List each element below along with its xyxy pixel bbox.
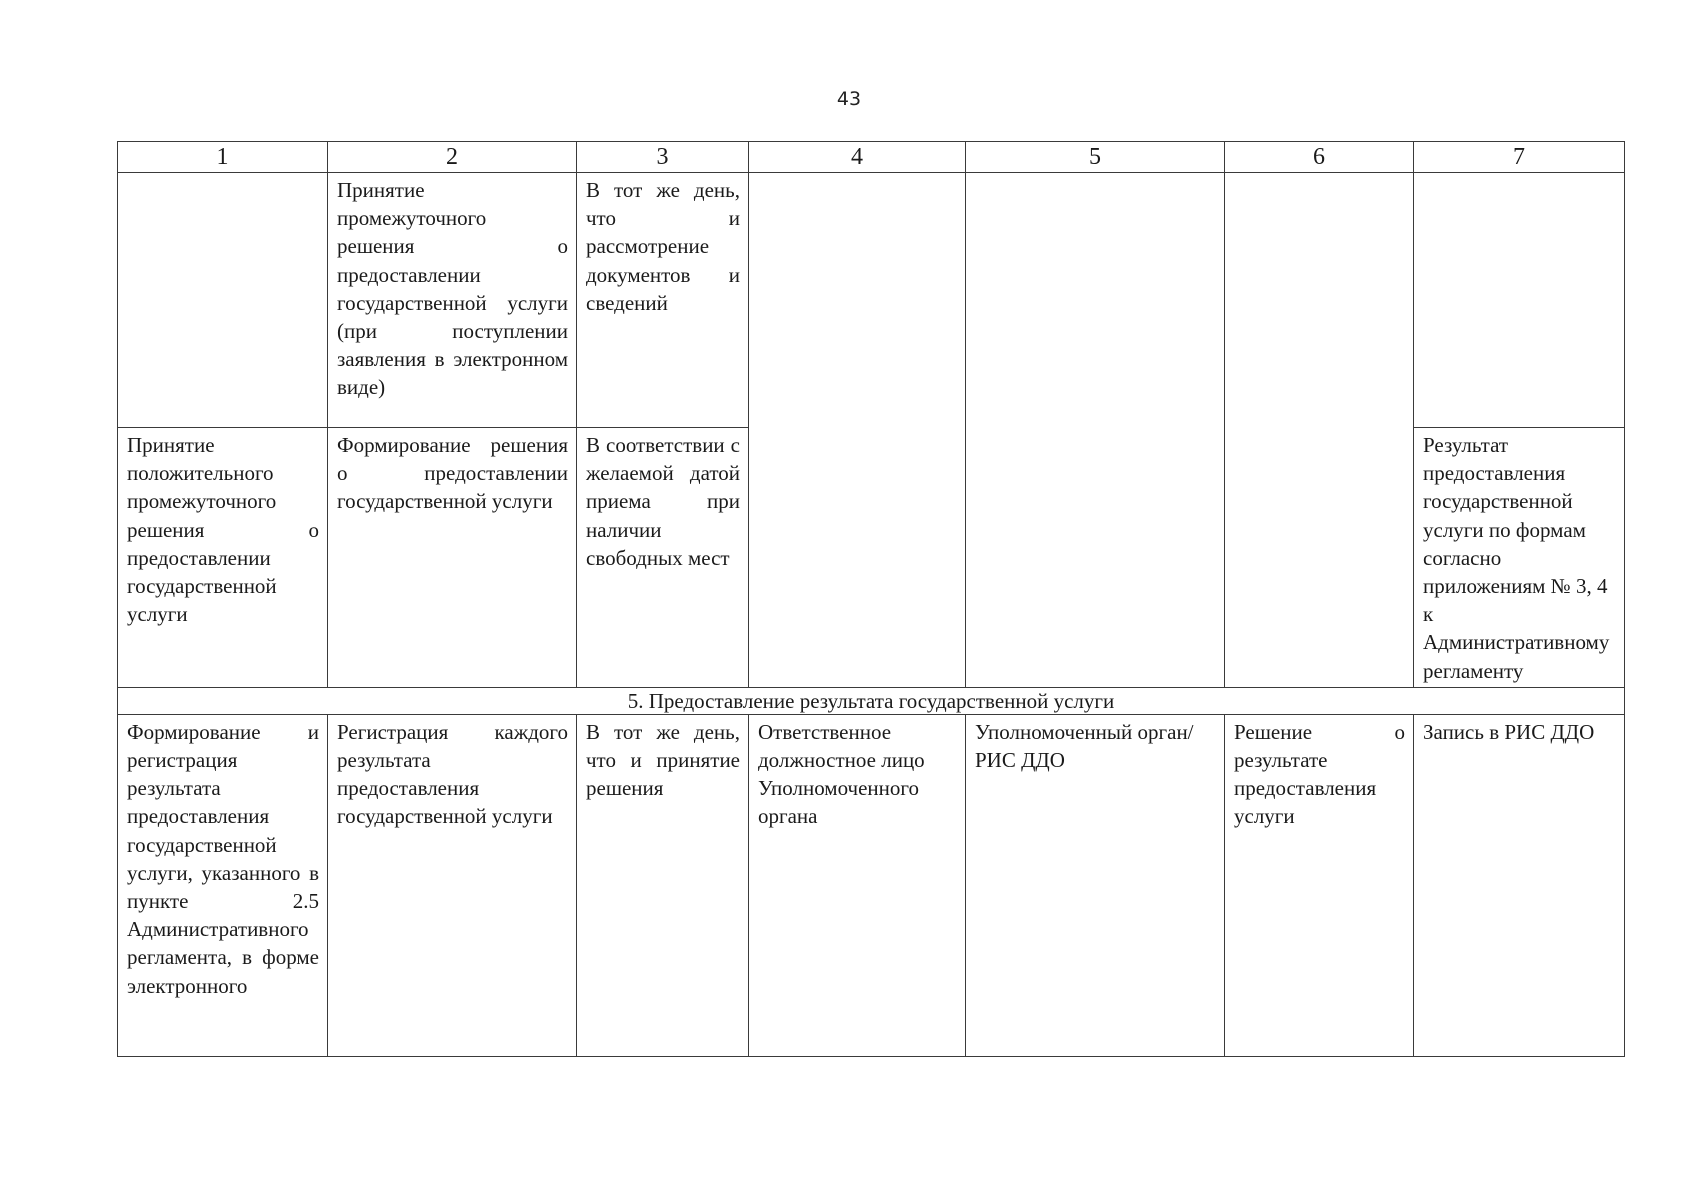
column-number-2: 2 xyxy=(328,142,577,173)
merged-col4-cell xyxy=(749,173,966,688)
row3-col6-text: Решение о результате предоставления услуги xyxy=(1234,719,1405,829)
row2-col1-cell xyxy=(118,428,328,688)
row3-col5-cell xyxy=(966,714,1225,1056)
column-number-3: 3 xyxy=(577,142,749,173)
column-number-5: 5 xyxy=(966,142,1225,173)
column-number-1: 1 xyxy=(118,142,328,173)
column-number-6: 6 xyxy=(1225,142,1414,173)
row3-col6-cell xyxy=(1225,714,1414,1056)
row1-col2-text: Принятие промежуточного решения о предоставлении государственной услуги (при поступлении заявления в электронном виде) xyxy=(337,178,568,400)
row2-col2-cell xyxy=(328,428,577,688)
row2-col3-text: В соответствии с желаемой датой приема при наличии свободных мест xyxy=(586,433,740,570)
row3-col1-text: Формирование и регистрация результата предоставления государственной услуги, указанного в пункте 2.5 Административного регламента, в форме электронного xyxy=(127,719,319,998)
row3-col5-text: Уполномоченный орган/РИС ДДО xyxy=(975,719,1194,773)
section-title: 5. Предоставление результата государственной услуги xyxy=(118,687,1625,714)
row3-col1-cell xyxy=(118,714,328,1056)
column-number-row xyxy=(118,142,1625,173)
row3-col7-text: Запись в РИС ДДО xyxy=(1423,719,1595,744)
page-number: 43 xyxy=(836,88,862,110)
column-number-7: 7 xyxy=(1414,142,1625,173)
table-row xyxy=(118,173,1625,428)
table-row xyxy=(118,714,1625,1056)
merged-col6-cell xyxy=(1225,173,1414,688)
row3-col3-cell xyxy=(577,714,749,1056)
row3-col4-text: Ответственное должностное лицо Уполномоченного органа xyxy=(758,719,925,829)
row1-col2-cell xyxy=(328,173,577,428)
row3-col2-cell xyxy=(328,714,577,1056)
section-heading-row xyxy=(118,687,1625,714)
row3-col7-cell xyxy=(1414,714,1625,1056)
column-number-4: 4 xyxy=(749,142,966,173)
row3-col4-cell xyxy=(749,714,966,1056)
process-table xyxy=(117,141,1625,1057)
row1-col1-cell xyxy=(118,173,328,428)
row3-col2-text: Регистрация каждого результата предоставления государственной услуги xyxy=(337,719,568,829)
row2-col7-text: Результат предоставления государственной услуги по формам согласно приложениям № 3, 4 к Административному регламенту xyxy=(1423,433,1610,683)
row3-col3-text: В тот же день, что и принятие решения xyxy=(586,719,740,801)
row2-col1-text: Принятие положительного промежуточного решения о предоставлении государственной услуги xyxy=(127,433,319,627)
row1-col3-cell xyxy=(577,173,749,428)
row2-col7-cell xyxy=(1414,428,1625,688)
row1-col3-text: В тот же день, что и рассмотрение документов и сведений xyxy=(586,178,740,315)
row2-col3-cell xyxy=(577,428,749,688)
merged-col5-cell xyxy=(966,173,1225,688)
row2-col2-text: Формирование решения о предоставлении государственной услуги xyxy=(337,433,568,514)
row1-col7-cell xyxy=(1414,173,1625,428)
